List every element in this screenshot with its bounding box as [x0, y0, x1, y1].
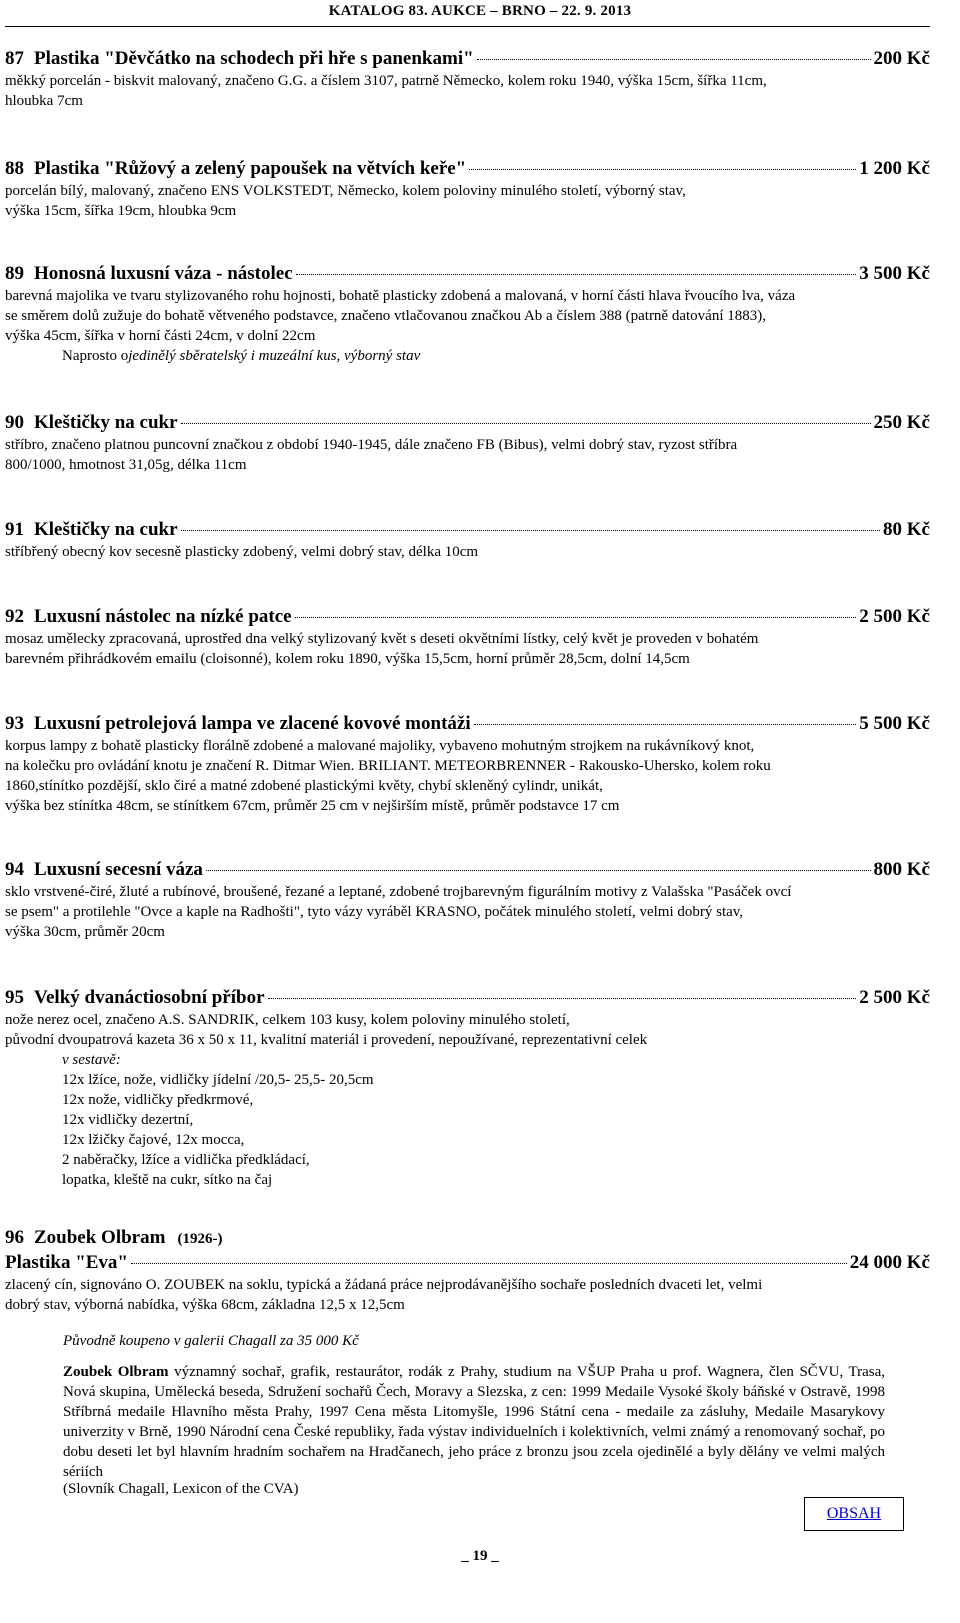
- lot-88: [5, 157, 930, 221]
- dot-leader: [131, 1263, 847, 1264]
- note-prefix: Naprosto o: [62, 348, 129, 364]
- lot-number: 87: [5, 48, 24, 69]
- lot-price: 3 500 Kč: [859, 263, 930, 284]
- desc-line: porcelán bílý, malovaný, značeno ENS VOLKSTEDT, Německo, kolem poloviny minulého století, výborný stav,: [5, 183, 686, 199]
- lot-title-row: [5, 518, 930, 542]
- desc-line: výška bez stínítka 48cm, se stínítkem 67cm, průměr 25 cm v nejširším místě, průměr podstavce 17 cm: [5, 798, 620, 814]
- lot-92: [5, 605, 930, 669]
- lot-price: 2 500 Kč: [859, 606, 930, 627]
- artist-bio: [63, 1362, 885, 1482]
- lot-title-row: [5, 47, 930, 71]
- lot-price: 800 Kč: [873, 859, 930, 880]
- dot-leader: [181, 530, 880, 531]
- lot-title: Kleštičky na cukr: [34, 412, 178, 433]
- lot-price: 24 000 Kč: [849, 1252, 930, 1273]
- desc-line: 1860,stínítko pozdější, sklo čiré a matné zdobené plastickými květy, chybí skleněný cylindr, unikát,: [5, 778, 603, 794]
- lot-description: [5, 286, 930, 366]
- lot-title-row: [5, 712, 930, 736]
- lot-number: 91: [5, 519, 24, 540]
- set-line: 12x vidličky dezertní,: [62, 1112, 194, 1128]
- dot-leader: [296, 274, 857, 275]
- lot-number: 88: [5, 158, 24, 179]
- lot-price: 5 500 Kč: [859, 713, 930, 734]
- dot-leader: [206, 870, 871, 871]
- desc-line: 800/1000, hmotnost 31,05g, délka 11cm: [5, 457, 247, 473]
- lot-author: Zoubek Olbram: [34, 1227, 166, 1248]
- lot-title: Luxusní nástolec na nízké patce: [34, 606, 292, 627]
- desc-line: hloubka 7cm: [5, 93, 83, 109]
- contents-link[interactable]: OBSAH: [804, 1497, 904, 1531]
- lot-90: [5, 411, 930, 475]
- lot-number: 95: [5, 987, 24, 1008]
- dot-leader: [477, 59, 871, 60]
- desc-line: korpus lampy z bohatě plasticky florálně zdobené a malované majoliky, vybaveno mohutným strojkem na rukávníkový knot,: [5, 738, 755, 754]
- lot-94: [5, 858, 930, 942]
- lot-price: 1 200 Kč: [859, 158, 930, 179]
- set-line: 12x nože, vidličky předkrmové,: [62, 1092, 254, 1108]
- lot-93: [5, 712, 930, 816]
- desc-line: výška 15cm, šířka 19cm, hloubka 9cm: [5, 203, 237, 219]
- desc-line: původní dvoupatrová kazeta 36 x 50 x 11, kvalitní materiál i provedení, nepoužívané, reprezentativní celek: [5, 1032, 648, 1048]
- lot-title: Luxusní secesní váza: [34, 859, 203, 880]
- desc-line: výška 45cm, šířka v horní části 24cm, v dolní 22cm: [5, 328, 316, 344]
- lot-96: [5, 1226, 930, 1315]
- lot-description: [5, 71, 930, 111]
- lot-title-row: [5, 262, 930, 286]
- lot-description: [5, 736, 930, 816]
- desc-line: zlacený cín, signováno O. ZOUBEK na soklu, typická a žádaná práce nejprodávanějšího sochaře posledních dvaceti let, velmi: [5, 1277, 763, 1293]
- lot-number: 89: [5, 263, 24, 284]
- lot-title: Plastika "Děvčátko na schodech při hře s panenkami": [34, 48, 474, 69]
- desc-line: stříbřený obecný kov secesně plasticky zdobený, velmi dobrý stav, délka 10cm: [5, 544, 479, 560]
- lot-title-row: [5, 1251, 930, 1275]
- lot-title: Luxusní petrolejová lampa ve zlacené kovové montáži: [34, 713, 471, 734]
- catalog-header: KATALOG 83. AUKCE – BRNO – 22. 9. 2013: [328, 3, 632, 19]
- author-dates: (1926-): [177, 1231, 223, 1247]
- lot-title-row: [5, 605, 930, 629]
- set-line: 12x lžíce, nože, vidličky jídelní /20,5- 25,5- 20,5cm: [62, 1072, 374, 1088]
- lot-title-row: [5, 411, 930, 435]
- set-line: 2 naběračky, lžíce a vidlička předkládací,: [62, 1152, 310, 1168]
- lot-description: [5, 882, 930, 942]
- desc-line: mosaz umělecky zpracovaná, uprostřed dna velký stylizovaný květ s deseti okvětními lístky, celý květ je proveden v bohatém: [5, 631, 759, 647]
- dot-leader: [469, 169, 856, 170]
- note-italic: jedinělý sběratelský i muzeální kus, výborný stav: [128, 348, 421, 364]
- lot-91: [5, 518, 930, 562]
- lot-number: 94: [5, 859, 24, 880]
- desc-line: stříbro, značeno platnou puncovní značkou z období 1940-1945, dále značeno FB (Bibus), velmi dobrý stav, ryzost stříbra: [5, 437, 738, 453]
- desc-line: dobrý stav, výborná nabídka, výška 68cm, základna 12,5 x 12,5cm: [5, 1297, 405, 1313]
- lot-title-row: [5, 986, 930, 1010]
- lot-price: 200 Kč: [873, 48, 930, 69]
- lot-price: 80 Kč: [883, 519, 930, 540]
- lot-title-row: [5, 858, 930, 882]
- desc-line: se psem" a protilehle "Ovce a kaple na Radhošti", tyto vázy vyráběl KRASNO, počátek minulého století, velmi dobrý stav,: [5, 904, 744, 920]
- set-label: v sestavě:: [62, 1052, 121, 1068]
- desc-line: měkký porcelán - biskvit malovaný, značeno G.G. a číslem 3107, patrně Německo, kolem roku 1940, výška 15cm, šířka 11cm,: [5, 73, 767, 89]
- desc-line: na kolečku pro ovládání knotu je značení R. Ditmar Wien. BRILIANT. METEORBRENNER - Rakousko-Uhersko, kolem roku: [5, 758, 771, 774]
- dot-leader: [268, 998, 857, 999]
- bio-name: Zoubek Olbram: [63, 1364, 169, 1380]
- lot-title: Kleštičky na cukr: [34, 519, 178, 540]
- desc-line: barevná majolika ve tvaru stylizovaného rohu hojnosti, bohatě plasticky zdobená a malovaná, v horní části hlava řvoucího lva, váza: [5, 288, 796, 304]
- lot-87: [5, 47, 930, 111]
- desc-line: se směrem dolů zužuje do bohatě větveného podstavce, značeno vtlačovanou značkou Ab a číslem 388 (patrně datování 1883),: [5, 308, 766, 324]
- lot-title: Plastika "Růžový a zelený papoušek na větvích keře": [34, 158, 467, 179]
- lot-description: [5, 629, 930, 669]
- lot-description: [5, 1010, 930, 1190]
- page-number: _ 19 _: [461, 1548, 499, 1564]
- bio-text: významný sochař, grafik, restaurátor, rodák z Prahy, studium na VŠUP Praha u prof. Wagnera, člen SČVU, Trasa, Nová skupina, Umělecká beseda, Sdružení sochařů Čech, Moravy a Slezska, z cen: 1999 Medaile Vysoké školy báňské v Ostravě, 1998 Stříbrná medaile Hlavního města Prahy, 1997 Cena města Litomyšle, 1996 Státní cena - medaile za zásluhy, Medaile Masarykovy univerzity v Brně, 1990 Národní cena České republiky, řada výstav individuelních i kolektivních, velmi známý a renomovaný sochař, po dobu deseti let byl hlavním hradním sochařem na Hradčanech, jeho práce z bronzu jsou zcela ojedinělé a byly dělány ve velmi malých sériích: [63, 1364, 885, 1480]
- lot-description: [5, 435, 930, 475]
- desc-line: nože nerez ocel, značeno A.S. SANDRIK, celkem 103 kusy, kolem poloviny minulého století,: [5, 1012, 570, 1028]
- lot-95: [5, 986, 930, 1190]
- lot-description: [5, 181, 930, 221]
- lot-title: Velký dvanáctiosobní příbor: [34, 987, 265, 1008]
- lot-note: [5, 346, 930, 366]
- desc-line: sklo vrstvené-čiré, žluté a rubínové, broušené, řezané a leptané, zdobené trojbarevným figurálním motivy z Valašska "Pasáček ovcí: [5, 884, 792, 900]
- lot-number: 90: [5, 412, 24, 433]
- purchase-note: Původně koupeno v galerii Chagall za 35 000 Kč: [63, 1333, 359, 1349]
- dot-leader: [181, 423, 871, 424]
- lot-title: Honosná luxusní váza - nástolec: [34, 263, 293, 284]
- lot-description: [5, 1275, 930, 1315]
- dot-leader: [295, 617, 857, 618]
- desc-line: výška 30cm, průměr 20cm: [5, 924, 165, 940]
- lot-number: 96: [5, 1227, 24, 1248]
- lot-number: 92: [5, 606, 24, 627]
- lot-description: [5, 542, 930, 562]
- lot-price: 250 Kč: [873, 412, 930, 433]
- desc-line: barevném přihrádkovém emailu (cloisonné), kolem roku 1890, výška 15,5cm, horní průměr 28,5cm, dolní 14,5cm: [5, 651, 690, 667]
- set-line: 12x lžičky čajové, 12x mocca,: [62, 1132, 245, 1148]
- set-line: lopatka, kleště na cukr, sítko na čaj: [62, 1172, 273, 1188]
- header-divider: [5, 26, 930, 27]
- lot-title-row: [5, 157, 930, 181]
- lot-price: 2 500 Kč: [859, 987, 930, 1008]
- lot-title: Plastika "Eva": [5, 1252, 128, 1273]
- bio-source: (Slovník Chagall, Lexicon of the CVA): [63, 1481, 299, 1497]
- dot-leader: [474, 724, 857, 725]
- lot-author-row: [5, 1226, 930, 1251]
- lot-89: [5, 262, 930, 366]
- lot-number: 93: [5, 713, 24, 734]
